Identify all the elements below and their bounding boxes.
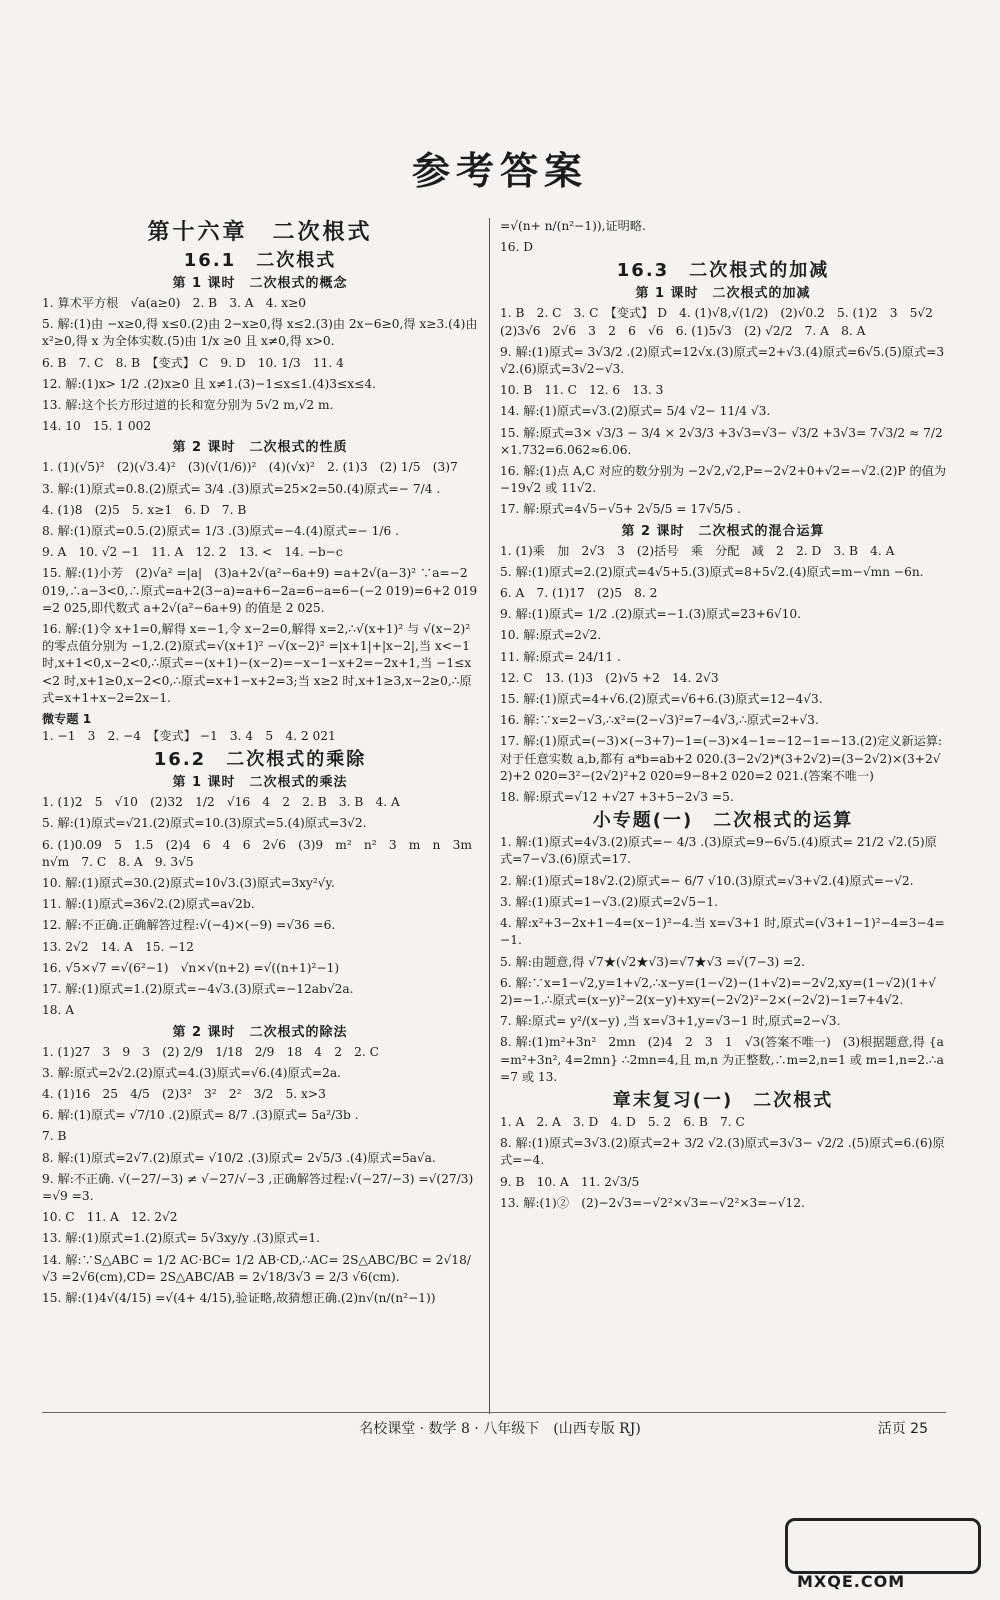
- answer-line: 18. 解:原式=√12 +√27 +3+5−2√3 =5.: [500, 790, 734, 805]
- page-footer: [0, 1412, 1000, 1446]
- answer-line: 5. 解:(1)由 −x≥0,得 x≤0.(2)由 2−x≥0,得 x≤2.(3)由 2x−6≥0,得 x≥3.(4)由 x²≥0,得 x 为全体实数.(5)由 1/x ≥0 且 x≠0,得 x>0.: [42, 317, 478, 349]
- lesson-heading: 第 2 课时 二次根式的性质: [172, 440, 348, 456]
- answer-line: =√(n+ n/(n²−1)),证明略.: [500, 219, 646, 233]
- answer-line: 1. B 2. C 3. C 【变式】 D 4. (1)√8,√(1/2) (2)√0.2 5. (1)2 3 5√2 (2)3√6 2√6 3 2 6 √6 6. (1)5√3 (2) √2/2 7. A 8. A: [500, 306, 946, 338]
- section-heading: 章末复习(一) 二次根式: [612, 1089, 834, 1111]
- answer-line: 8. 解:(1)m²+3n² 2mn (2)4 2 3 1 √3(答案不唯一) (3)根据题意,得 {a=m²+3n², 4=2mn} ∴2mn=4,且 m,n 为正整数,∴m=2,n=1 或 m=1,n=2.∴a=7 或 13.: [500, 1035, 944, 1084]
- answer-line: 9. 解:(1)原式= 1/2 .(2)原式=−1.(3)原式=23+6√10.: [500, 607, 802, 622]
- answer-line: 10. B 11. C 12. 6 13. 3: [500, 383, 664, 398]
- watermark-stamp: [777, 1518, 982, 1590]
- lesson-heading: 第 1 课时 二次根式的概念: [172, 276, 348, 291]
- footer-page-number: 活页 25: [877, 1421, 928, 1437]
- lesson-heading: 第 1 课时 二次根式的加减: [635, 286, 811, 302]
- answer-line: 10. 解:原式=2√2.: [500, 628, 602, 643]
- answer-line: 4. 解:x²+3−2x+1−4=(x−1)²−4.当 x=√3+1 时,原式=(√3+1−1)²−4=3−4=−1.: [500, 916, 945, 948]
- answer-line: 1. (1)2 5 √10 (2)32 1/2 √16 4 2 2. B 3. B 4. A: [42, 795, 400, 810]
- right-column: [500, 218, 946, 1418]
- answer-line: 17. 解:(1)原式=1.(2)原式=−4√3.(3)原式=−12ab√2a.: [42, 982, 354, 997]
- answer-line: 6. 解:∵x=1−√2,y=1+√2,∴x−y=(1−√2)−(1+√2)=−2√2,xy=(1−√2)(1+√2)=−1.∴原式=(x−y)²−2(x−y)+xy=(−2√2)²−2×(−2√2)−1=7+4√2.: [500, 975, 937, 1007]
- answer-line: 14. 解:(1)原式=√3.(2)原式= 5/4 √2− 11/4 √3.: [500, 404, 771, 419]
- answer-line: 15. 解:(1)原式=4+√6.(2)原式=√6+6.(3)原式=12−4√3.: [500, 692, 823, 707]
- answer-line: 7. 解:原式= y²/(x−y) ,当 x=√3+1,y=√3−1 时,原式=2−√3.: [500, 1014, 841, 1029]
- answer-line: 12. 解:不正确.正确解答过程:√(−4)×(−9) =√36 =6.: [42, 918, 336, 933]
- answer-line: 10. 解:(1)原式=30.(2)原式=10√3.(3)原式=3xy²√y.: [42, 876, 335, 891]
- answer-line: 12. 解:(1)x> 1/2 .(2)x≥0 且 x≠1.(3)−1≤x≤1.(4)3≤x≤4.: [42, 376, 376, 391]
- answer-line: 13. 2√2 14. A 15. −12: [42, 939, 194, 954]
- answer-line: 6. B 7. C 8. B 【变式】 C 9. D 10. 1/3 11. 4: [42, 355, 344, 370]
- answer-line: 17. 解:(1)原式=(−3)×(−3+7)−1=(−3)×4−1=−12−1=−13.(2)定义新运算:对于任意实数 a,b,都有 a*b=ab+2 020.(3−2√2)*(3+2√2)=(3−2√2)×(3+2√2)+2 020=3²−(2√2)²+2 020=9−8+2 020=2 021.(答案不唯一): [500, 734, 943, 783]
- answer-line: 3. 解:原式=2√2.(2)原式=4.(3)原式=√6.(4)原式=2a.: [42, 1065, 341, 1080]
- answer-line: 14. 10 15. 1 002: [42, 419, 152, 434]
- answer-line: 1. −1 3 2. −4 【变式】 −1 3. 4 5 4. 2 021: [42, 729, 336, 744]
- page-title: 参考答案: [411, 149, 588, 193]
- answer-line: 8. 解:(1)原式=3√3.(2)原式=2+ 3/2 √2.(3)原式=3√3− √2/2 .(5)原式=6.(6)原式=−4.: [500, 1136, 945, 1168]
- lesson-heading: 第 2 课时 二次根式的混合运算: [621, 523, 825, 539]
- answer-line: 6. (1)0.09 5 1.5 (2)4 6 4 6 2√6 (3)9 m² n² 3 m n 3mn√m 7. C 8. A 9. 3√5: [42, 837, 472, 869]
- stamp-brand-text: MXQE.COM: [797, 1572, 906, 1591]
- answer-line: 13. 解:(1)② (2)−2√3=−√2²×√3=−√2²×3=−√12.: [500, 1195, 805, 1210]
- answer-line: 1. (1)27 3 9 3 (2) 2/9 1/18 2/9 18 4 2 2. C: [42, 1044, 379, 1059]
- answer-line: 16. D: [500, 240, 534, 255]
- answer-line: 2. 解:(1)原式=18√2.(2)原式=− 6/7 √10.(3)原式=√3+√2.(4)原式=−√2.: [500, 873, 914, 888]
- answer-line: 15. 解:原式=3× √3/3 − 3/4 × 2√3/3 +3√3=√3− √3/2 +3√3= 7√3/2 ≈ 7/2 ×1.732=6.062≈6.06.: [500, 425, 943, 457]
- footer-rule: [42, 1412, 946, 1413]
- answer-line: 5. 解:(1)原式=√21.(2)原式=10.(3)原式=5.(4)原式=3√2.: [42, 816, 367, 831]
- section-heading: 16.2 二次根式的乘除: [153, 749, 367, 771]
- answer-line: 3. 解:(1)原式=1−√3.(2)原式=2√5−1.: [500, 894, 718, 909]
- answer-line: 1. 算术平方根 √a(a≥0) 2. B 3. A 4. x≥0: [42, 296, 307, 310]
- sub-heading: 微专题 1: [42, 712, 92, 727]
- answer-line: 9. 解:(1)原式= 3√3/2 .(2)原式=12√x.(3)原式=2+√3.(4)原式=6√5.(5)原式=3√2.(6)原式=3√2−√3.: [500, 344, 945, 377]
- section-heading: 小专题(一) 二次根式的运算: [592, 810, 854, 832]
- answer-line: 1. (1)乘 加 2√3 3 (2)括号 乘 分配 减 2 2. D 3. B 4. A: [500, 543, 895, 558]
- answer-line: 4. (1)8 (2)5 5. x≥1 6. D 7. B: [42, 502, 247, 517]
- column-divider: [489, 218, 490, 1414]
- answer-line: 7. B: [42, 1129, 67, 1144]
- answer-line: 5. 解:由题意,得 √7★(√2★√3)=√7★√3 =√(7−3) =2.: [500, 954, 805, 969]
- answer-line: 14. 解:∵S△ABC = 1/2 AC·BC= 1/2 AB·CD,∴AC= 2S△ABC/BC = 2√18/√3 =2√6(cm),CD= 2S△ABC/AB = 2√18/3√3 = 2/3 √6(cm).: [42, 1252, 471, 1284]
- left-column: [42, 218, 478, 1418]
- answer-line: 5. 解:(1)原式=2.(2)原式=4√5+5.(3)原式=8+5√2.(4)原式=m−√mn −6n.: [500, 564, 924, 579]
- answer-line: 16. √5×√7 =√(6²−1) √n×√(n+2) =√((n+1)²−1): [42, 960, 340, 975]
- answer-line: 8. 解:(1)原式=2√7.(2)原式= √10/2 .(3)原式= 2√5/3 .(4)原式=5a√a.: [42, 1150, 436, 1165]
- answer-line: 11. 解:(1)原式=36√2.(2)原式=a√2b.: [42, 897, 255, 912]
- answer-line: 16. 解:(1)令 x+1=0,解得 x=−1,令 x−2=0,解得 x=2,∴√(x+1)² 与 √(x−2)² 的零点值分别为 −1,2.(2)原式=√(x+1)² −√(x−2)² =|x+1|+|x−2|,当 x<−1 时,x+1<0,x−2<0,∴原式=−(x+1)−(x−2)=−x−1−x+2=−2x+1,当 −1≤x<2 时,x+1≥0,x−2<0,∴原式=x+1−x+2=3;当 x≥2 时,x+1≥3,x−2≥0,∴原式=x+1+x−2=2x−1.: [42, 622, 472, 705]
- answer-line: 3. 解:(1)原式=0.8.(2)原式= 3/4 .(3)原式=25×2=50.(4)原式=− 7/4 .: [42, 481, 441, 496]
- answer-line: 1. (1)(√5)² (2)(√3.4)² (3)(√(1/6))² (4)(√x)² 2. (1)3 (2) 1/5 (3)7: [42, 460, 458, 475]
- answer-line: 9. A 10. √2 −1 11. A 12. 2 13. < 14. −b−c: [42, 545, 343, 560]
- answer-line: 10. C 11. A 12. 2√2: [42, 1210, 178, 1225]
- section-heading: 16.3 二次根式的加减: [616, 260, 830, 282]
- answer-line: 4. (1)16 25 4/5 (2)3² 3² 2² 3/2 5. x>3: [42, 1086, 326, 1101]
- answer-line: 18. A: [42, 1003, 75, 1018]
- answer-line: 1. A 2. A 3. D 4. D 5. 2 6. B 7. C: [500, 1114, 745, 1129]
- answer-line: 15. 解:(1)小芳 (2)√a² =|a| (3)a+2√(a²−6a+9) =a+2√(a−3)² ∵a=−2 019,∴a−3<0,∴原式=a+2(3−a)=a+6−2a=6−a=6−(−2 019)=6+2 019=2 025,即代数式 a+2√(a²−6a+9) 的值是 2 025.: [42, 566, 478, 615]
- answer-line: 9. 解:不正确. √(−27/−3) ≠ √−27/√−3 ,正确解答过程:√(−27/−3) =√(27/3) =√9 =3.: [42, 1171, 474, 1203]
- section-heading: 16.1 二次根式: [183, 250, 337, 271]
- lesson-heading: 第 2 课时 二次根式的除法: [172, 1024, 348, 1040]
- chapter-heading: 第十六章 二次根式: [147, 220, 373, 245]
- footer-book-info: 名校课堂 · 数学 8 · 八年级下 (山西专版 RJ): [359, 1421, 641, 1437]
- answer-line: 11. 解:原式= 24/11 .: [500, 649, 621, 664]
- answer-line: 6. 解:(1)原式= √7/10 .(2)原式= 8/7 .(3)原式= 5a²/3b .: [42, 1108, 359, 1123]
- answer-line: 9. B 10. A 11. 2√3/5: [500, 1174, 640, 1189]
- answer-line: 6. A 7. (1)17 (2)5 8. 2: [500, 586, 658, 601]
- answer-line: 16. 解:∵x=2−√3,∴x²=(2−√3)²=7−4√3,∴原式=2+√3.: [500, 713, 819, 728]
- stamp-logo-mark: [785, 1518, 981, 1574]
- answer-line: 16. 解:(1)点 A,C 对应的数分别为 −2√2,√2,P=−2√2+0+√2=−√2.(2)P 的值为 −19√2 或 11√2.: [500, 464, 946, 496]
- answer-line: 12. C 13. (1)3 (2)√5 +2 14. 2√3: [500, 670, 719, 685]
- answer-line: 15. 解:(1)4√(4/15) =√(4+ 4/15),验证略,故猜想正确.(2)n√(n/(n²−1)): [42, 1290, 436, 1305]
- answer-line: 13. 解:这个长方形过道的长和宽分别为 5√2 m,√2 m.: [42, 398, 334, 413]
- answer-line: 1. 解:(1)原式=4√3.(2)原式=− 4/3 .(3)原式=9−6√5.(4)原式= 21/2 √2.(5)原式=7−√3.(6)原式=17.: [500, 835, 937, 867]
- answer-line: 8. 解:(1)原式=0.5.(2)原式= 1/3 .(3)原式=−4.(4)原式=− 1/6 .: [42, 524, 399, 539]
- answer-line: 17. 解:原式=4√5−√5+ 2√5/5 = 17√5/5 .: [500, 502, 741, 517]
- lesson-heading: 第 1 课时 二次根式的乘法: [172, 775, 348, 791]
- answer-line: 13. 解:(1)原式=1.(2)原式= 5√3xy/y .(3)原式=1.: [42, 1231, 321, 1246]
